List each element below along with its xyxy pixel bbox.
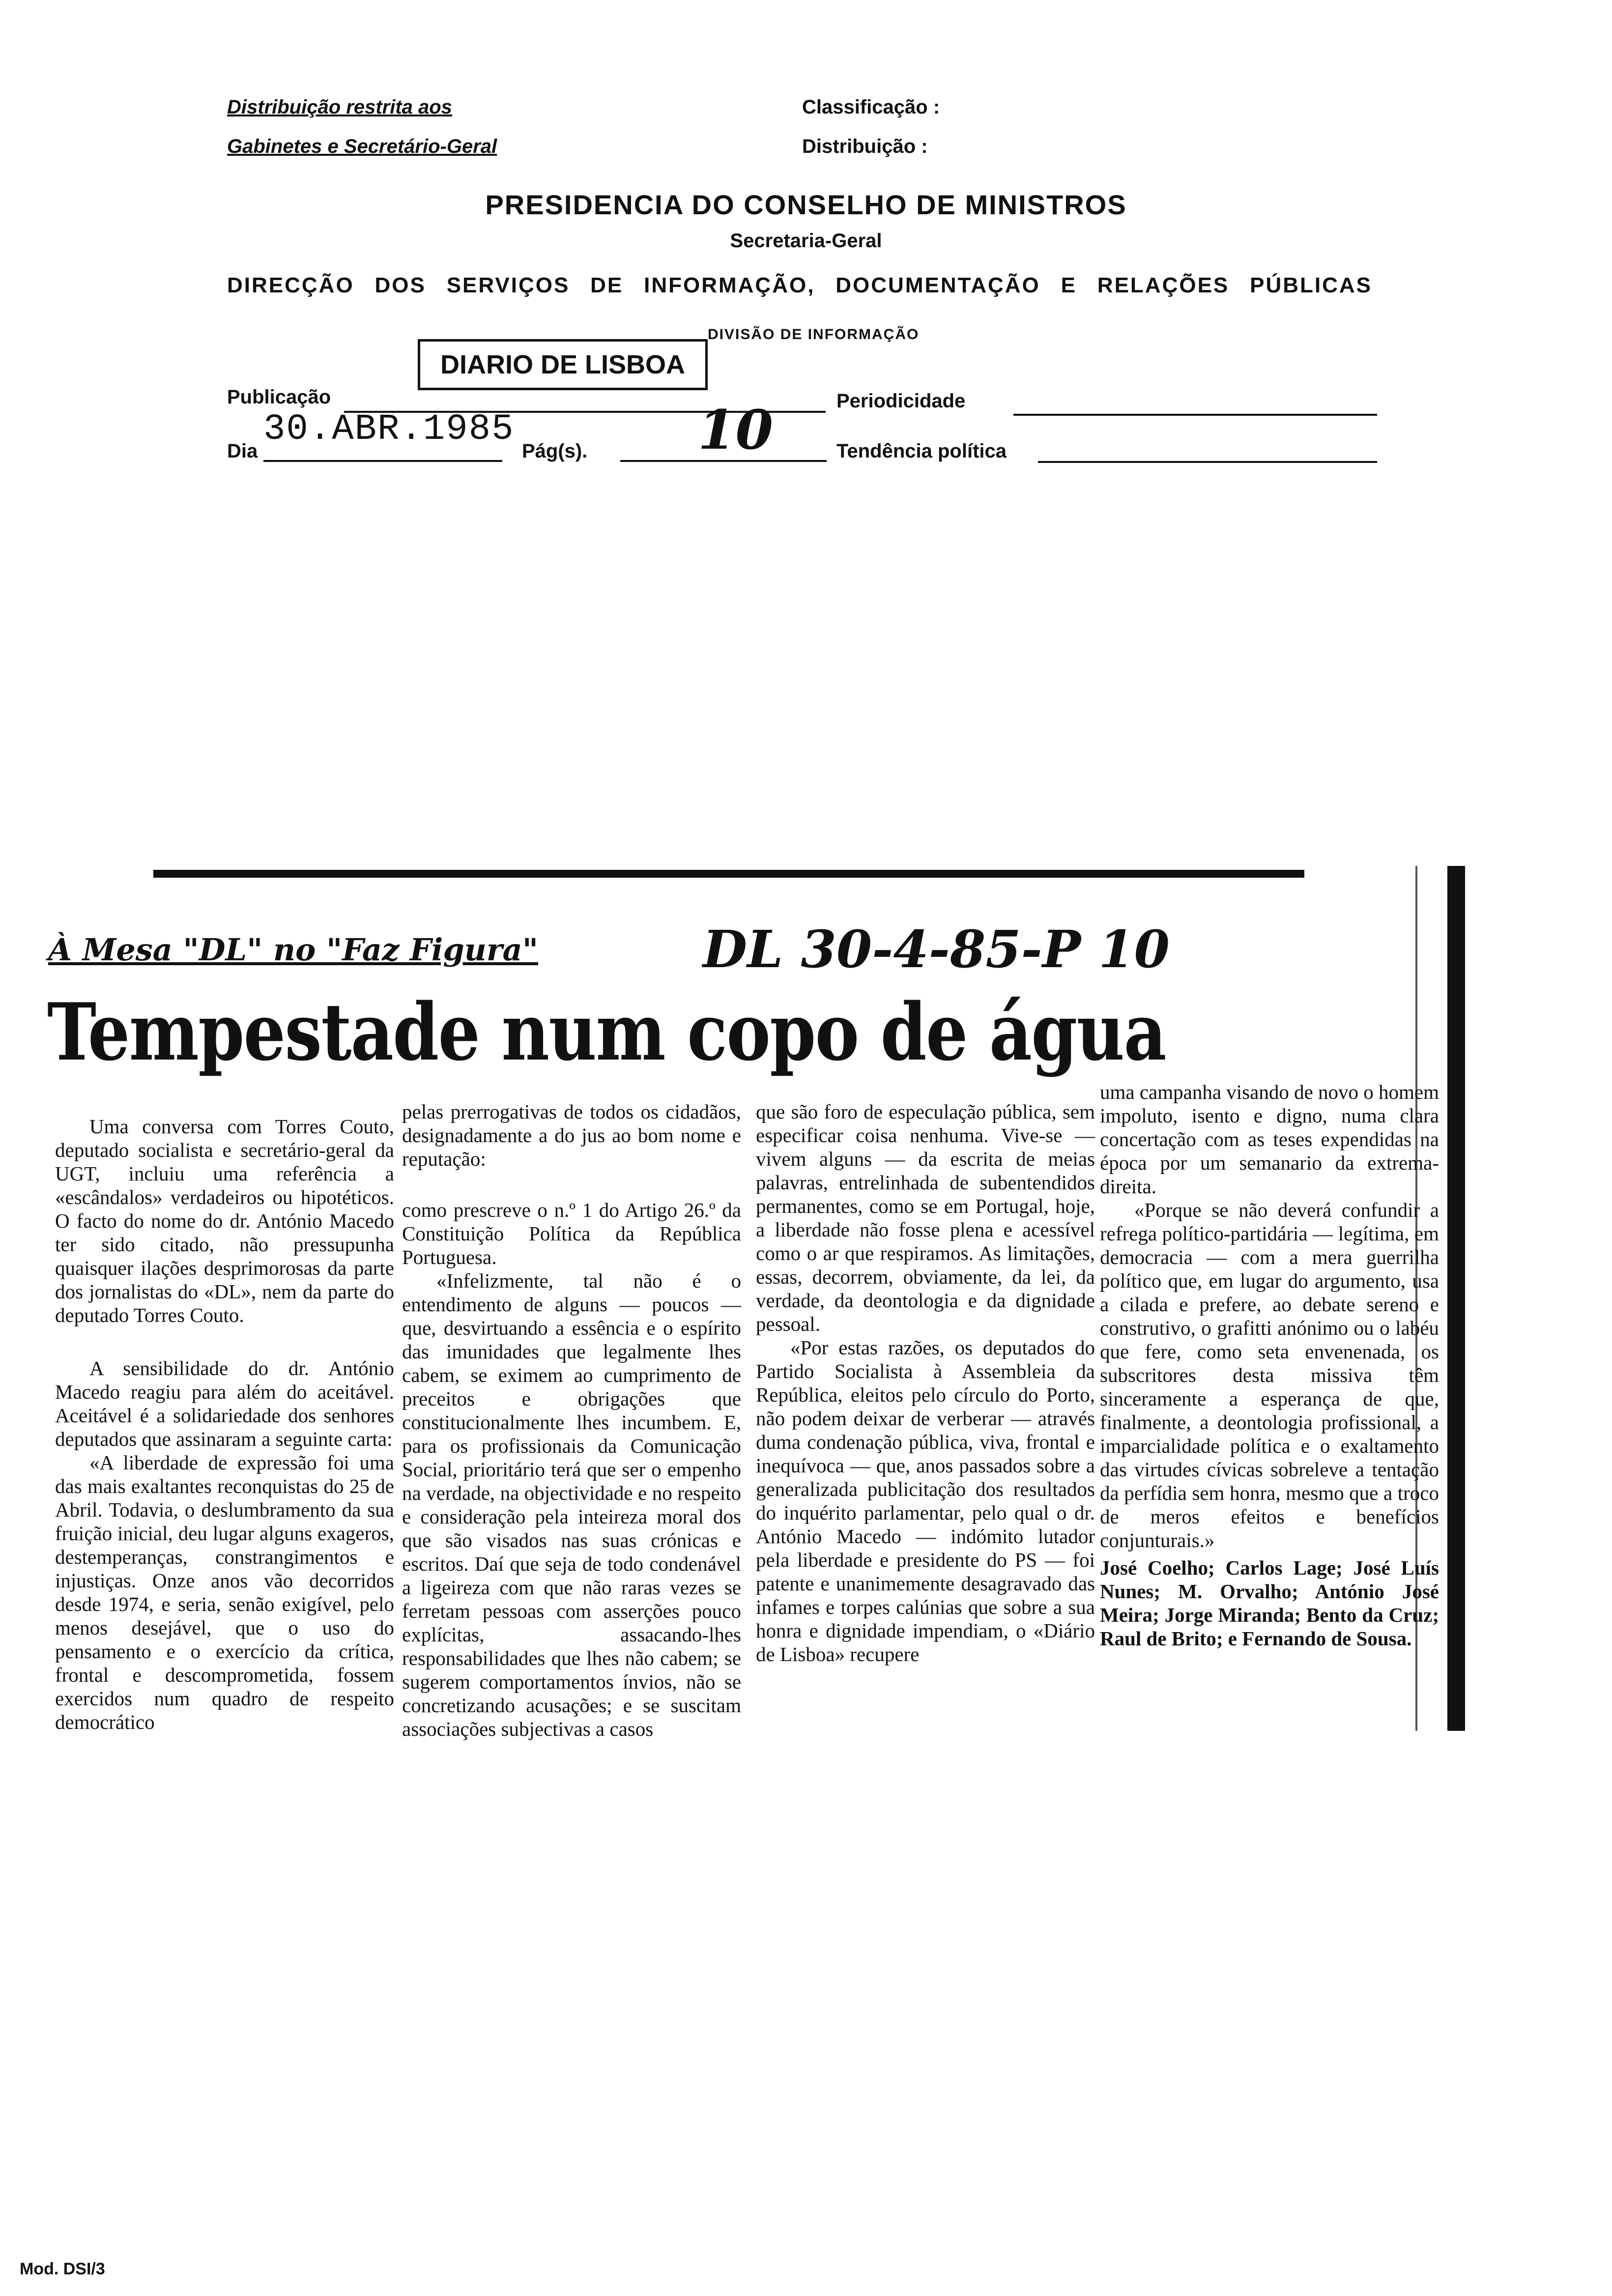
handwritten-page-number: 10 bbox=[698, 398, 774, 461]
article-column-4 bbox=[1100, 1080, 1439, 1650]
tendencia-field-line bbox=[1038, 461, 1377, 463]
paragraph: A sensibilidade do dr. António Macedo reagiu para além do aceitável. Aceitável é a solidariedade dos senhores deputados que assinaram a seguinte carta: bbox=[55, 1357, 394, 1450]
article-column-2 bbox=[402, 1100, 741, 1741]
tendencia-label: Tendência política bbox=[836, 440, 1007, 462]
handwritten-reference: DL 30-4-85-P 10 bbox=[703, 919, 1170, 979]
paragraph: pelas prerrogativas de todos os cidadãos, designadamente a do jus ao bom nome e reputação: bbox=[402, 1100, 741, 1170]
classificacao-label: Classificação : bbox=[802, 96, 940, 118]
paragraph: «Porque se não deverá confundir a refrega político-partidária — legítima, em democracia — com a mera guerrilha político que, em lugar do argumento, usa a cilada e prefere, ao debate sereno e construtivo, o grafitti anónimo ou o labéu que fere, como seta envenenada, os subscritores desta missiva têm sinceramente a esperança de que, finalmente, a deontologia profissional, a imparcialidade política e o exaltamento das virtudes cívicas sobreleve a tentação da perfídia sem honra, mesmo que a troco de meros efeitos e benefícios conjunturais.» bbox=[1100, 1199, 1439, 1551]
periodicidade-field-line bbox=[1013, 414, 1377, 416]
org-title: PRESIDENCIA DO CONSELHO DE MINISTROS bbox=[485, 189, 1127, 220]
clipping-right-edge bbox=[1447, 866, 1465, 1731]
dia-field-line bbox=[263, 460, 502, 462]
paragraph: uma campanha visando de novo o homem impoluto, isento e digno, numa clara concertação com as teses expendidas na época por um semanario da extrema-direita. bbox=[1100, 1081, 1439, 1198]
direccao-line: DIRECÇÃO DOS SERVIÇOS DE INFORMAÇÃO, DOCUMENTAÇÃO E RELAÇÕES PÚBLICAS bbox=[227, 273, 1372, 297]
publicacao-label: Publicação bbox=[227, 386, 331, 408]
clipping-top-rule bbox=[153, 870, 1304, 878]
org-subtitle: Secretaria-Geral bbox=[730, 230, 882, 252]
dia-label: Dia bbox=[227, 440, 258, 462]
paragraph: «Por estas razões, os deputados do Partido Socialista à Assembleia da República, eleitos pelo círculo do Porto, não podem deixar de verberar — através duma condenação pública, viva, frontal e inequívoca — que, anos passados sobre a generalizada publicitação dos resultados do inquérito parlamentar, pelo qual o dr. António Macedo — indómito lutador pela liberdade e presidente do PS — foi patente e unanimemente desagravado das infames e torpes calúnias que sobre a sua honra e dignidade impendiam, o «Diário de Lisboa» recupere bbox=[756, 1336, 1095, 1665]
divisao-label: DIVISÃO DE INFORMAÇÃO bbox=[708, 326, 920, 343]
paragraph: «A liberdade de expressão foi uma das mais exaltantes reconquistas do 25 de Abril. Todavia, o deslumbramento da sua fruição inicial, deu lugar alguns exageros, destemperanças, constrangimentos e injustiças. Onze anos vão decorridos desde 1974, e seria, senão exigível, pelo menos desejável, que o uso do pensamento e o exercício da crítica, frontal e descomprometida, fossem exercidos num quadro de respeito democrático bbox=[55, 1451, 394, 1733]
form-code: Mod. DSI/3 bbox=[20, 2260, 105, 2278]
clipping-kicker: À Mesa "DL" no "Faz Figura" bbox=[48, 932, 539, 968]
paragraph: que são foro de especulação pública, sem especificar coisa nenhuma. Vive-se — vivem alguns — da escrita de meias palavras, entrelinhada de subentendidos permanentes, como se em Portugal, hoje, a liberdade não fosse plena e acessível como o ar que respiramos. As limitações, essas, decorrem, obviamente, da lei, da verdade, da deontologia e da dignidade pessoal. bbox=[756, 1100, 1095, 1335]
signatories: José Coelho; Carlos Lage; José Luís Nunes; M. Orvalho; António José Meira; Jorge Miranda; Bento da Cruz; Raul de Brito; e Fernando de Sousa. bbox=[1100, 1556, 1439, 1650]
headline: Tempestade num copo de água bbox=[47, 986, 1166, 1078]
restricted-distribution-line2: Gabinetes e Secretário-Geral bbox=[227, 136, 497, 157]
periodicidade-label: Periodicidade bbox=[836, 390, 966, 412]
pags-label: Pág(s). bbox=[522, 440, 588, 462]
newspaper-stamp: DIARIO DE LISBOA bbox=[418, 339, 708, 390]
date-stamp: 30.ABR.1985 bbox=[263, 409, 515, 450]
paragraph: «Infelizmente, tal não é o entendimento de alguns — poucos — que, desvirtuando a essência e o espírito das imunidades que legalmente lhes cabem, se eximem ao cumprimento de preceitos e obrigações que constitucionalmente lhes incumbem. E, para os profissionais da Comunicação Social, prioritário terá que ser o empenho na verdade, na objectividade e no respeito e consideração pela inteireza moral dos que são visados nas suas crónicas e escritos. Daí que seja de todo condenável a ligeireza com que não raras vezes se ferretam pessoas com asserções pouco explícitas, assacando-lhes responsabilidades que lhes não cabem; se sugerem comportamentos ínvios, não se concretizando acusações; e se suscitam associações subjectivas a casos bbox=[402, 1269, 741, 1740]
distribuicao-label: Distribuição : bbox=[802, 136, 928, 157]
paragraph: Uma conversa com Torres Couto, deputado socialista e secretário-geral da UGT, incluiu uma referência a «escândalos» verdadeiros ou hipotéticos. O facto do nome do dr. António Macedo ter sido citado, não pressupunha quaisquer ilações desprimorosas da parte dos jornalistas do «DL», nem da parte do deputado Torres Couto. bbox=[55, 1115, 394, 1326]
article-column-1 bbox=[55, 1115, 394, 1734]
restricted-distribution-line1: Distribuição restrita aos bbox=[227, 96, 452, 118]
paragraph: como prescreve o n.º 1 do Artigo 26.º da Constituição Política da República Portuguesa. bbox=[402, 1199, 741, 1268]
article-column-3 bbox=[756, 1100, 1095, 1666]
